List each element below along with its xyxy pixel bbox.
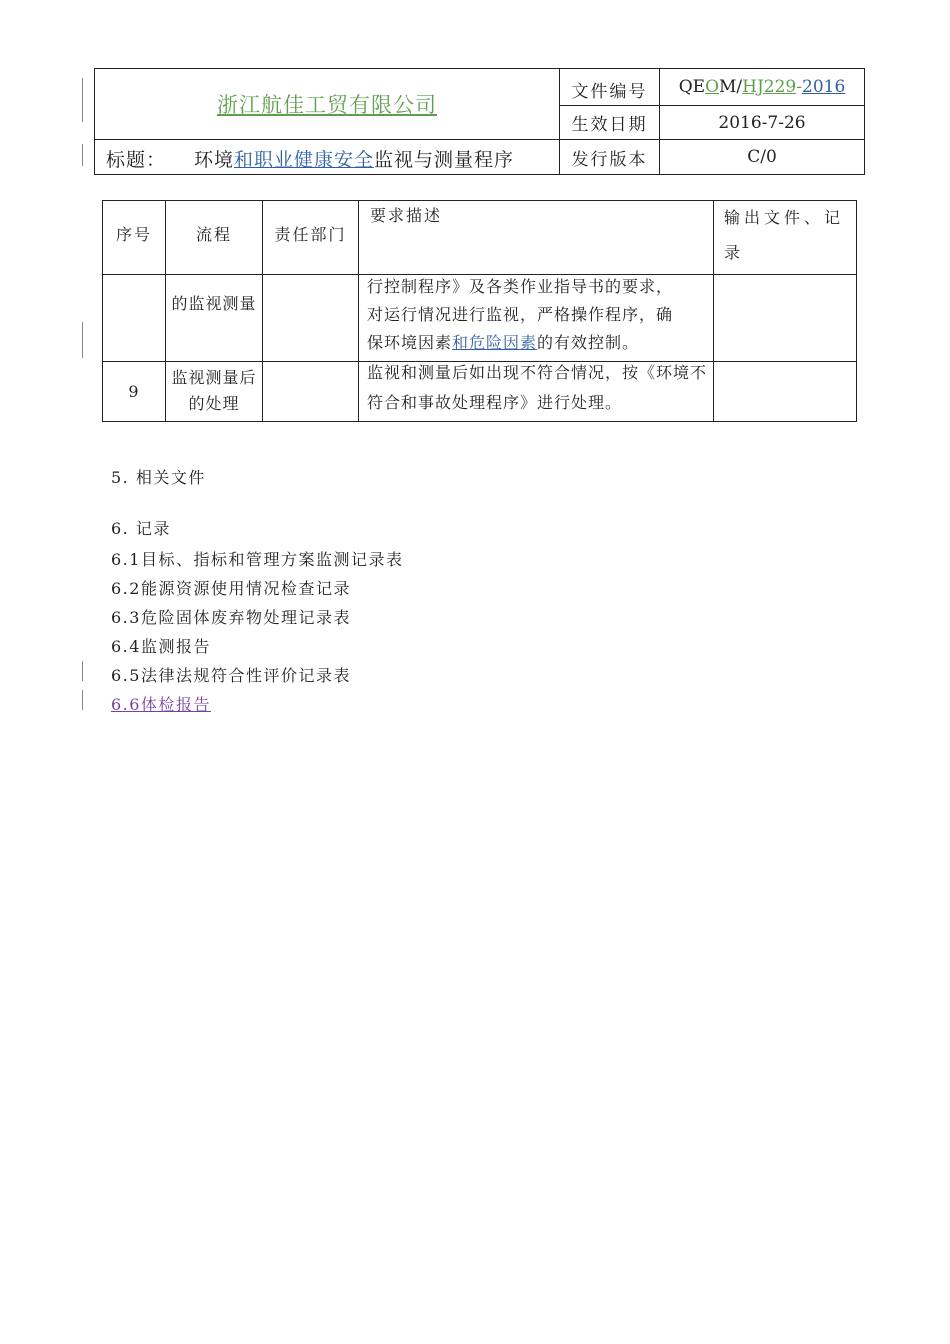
column-header-desc: 要求描述	[370, 206, 443, 225]
change-bar	[82, 690, 83, 710]
change-bar	[82, 144, 83, 166]
company-name: 浙江航佳工贸有限公司	[217, 93, 437, 117]
column-header-output: 输出文件、记录	[724, 208, 845, 262]
doc-number-label: 文件编号	[571, 81, 648, 102]
document-title	[194, 145, 514, 172]
section-related-docs: 5. 相关文件	[111, 468, 206, 487]
change-bar	[82, 78, 83, 122]
title-part: 监视与测量程序	[374, 149, 515, 171]
doc-number-part: M/	[719, 77, 743, 97]
column-header-process: 流程	[195, 224, 232, 244]
row-description: 监视和测量后如出现不符合情况，按《环境不符合和事故处理程序》进行处理。	[367, 363, 708, 412]
description-line: 对运行情况进行监视，严格操作程序，确	[367, 305, 674, 324]
column-header-dept: 责任部门	[274, 224, 347, 244]
column-header-no: 序号	[115, 224, 152, 244]
title-part: 环境	[194, 149, 235, 171]
section-records: 6. 记录	[111, 519, 171, 538]
title-part: 和职业健康安全	[234, 149, 375, 171]
description-part: 保环境因素	[367, 333, 453, 352]
row-number	[103, 275, 165, 361]
version-value: C/0	[747, 147, 777, 167]
row-number: 9	[128, 381, 140, 401]
description-line: 行控制程序》及各类作业指导书的要求，	[367, 277, 674, 296]
title-label: 标题：	[106, 149, 167, 171]
table-row	[103, 362, 856, 421]
description-part: 和危险因素	[452, 333, 538, 352]
record-item: 6.3危险固体废弃物处理记录表	[111, 608, 351, 627]
change-bar	[82, 322, 83, 358]
doc-number-part: HJ229	[742, 77, 797, 97]
doc-number-part: QE	[678, 77, 706, 97]
effective-date-label: 生效日期	[571, 115, 648, 135]
row-process: 的监视测量	[171, 294, 257, 313]
version-label: 发行版本	[571, 149, 648, 170]
records-list	[111, 545, 403, 719]
record-item: 6.1目标、指标和管理方案监测记录表	[111, 550, 404, 569]
table-row	[103, 275, 856, 361]
doc-number-part: 2016	[802, 77, 846, 97]
record-item: 6.5法律法规符合性评价记录表	[111, 666, 351, 685]
change-bar	[82, 661, 83, 681]
record-item: 6.2能源资源使用情况检查记录	[111, 579, 351, 598]
record-item-link[interactable]: 6.6体检报告	[111, 695, 211, 714]
doc-number-part: O	[705, 77, 720, 97]
description-part: 的有效控制。	[537, 333, 640, 352]
row-process: 监视测量后的处理	[171, 368, 257, 413]
row-description	[367, 273, 713, 357]
doc-number-part: -	[796, 77, 802, 97]
description-line	[367, 329, 713, 357]
doc-number	[660, 69, 864, 105]
record-item: 6.4监测报告	[111, 637, 211, 656]
effective-date: 2016-7-26	[718, 112, 806, 133]
